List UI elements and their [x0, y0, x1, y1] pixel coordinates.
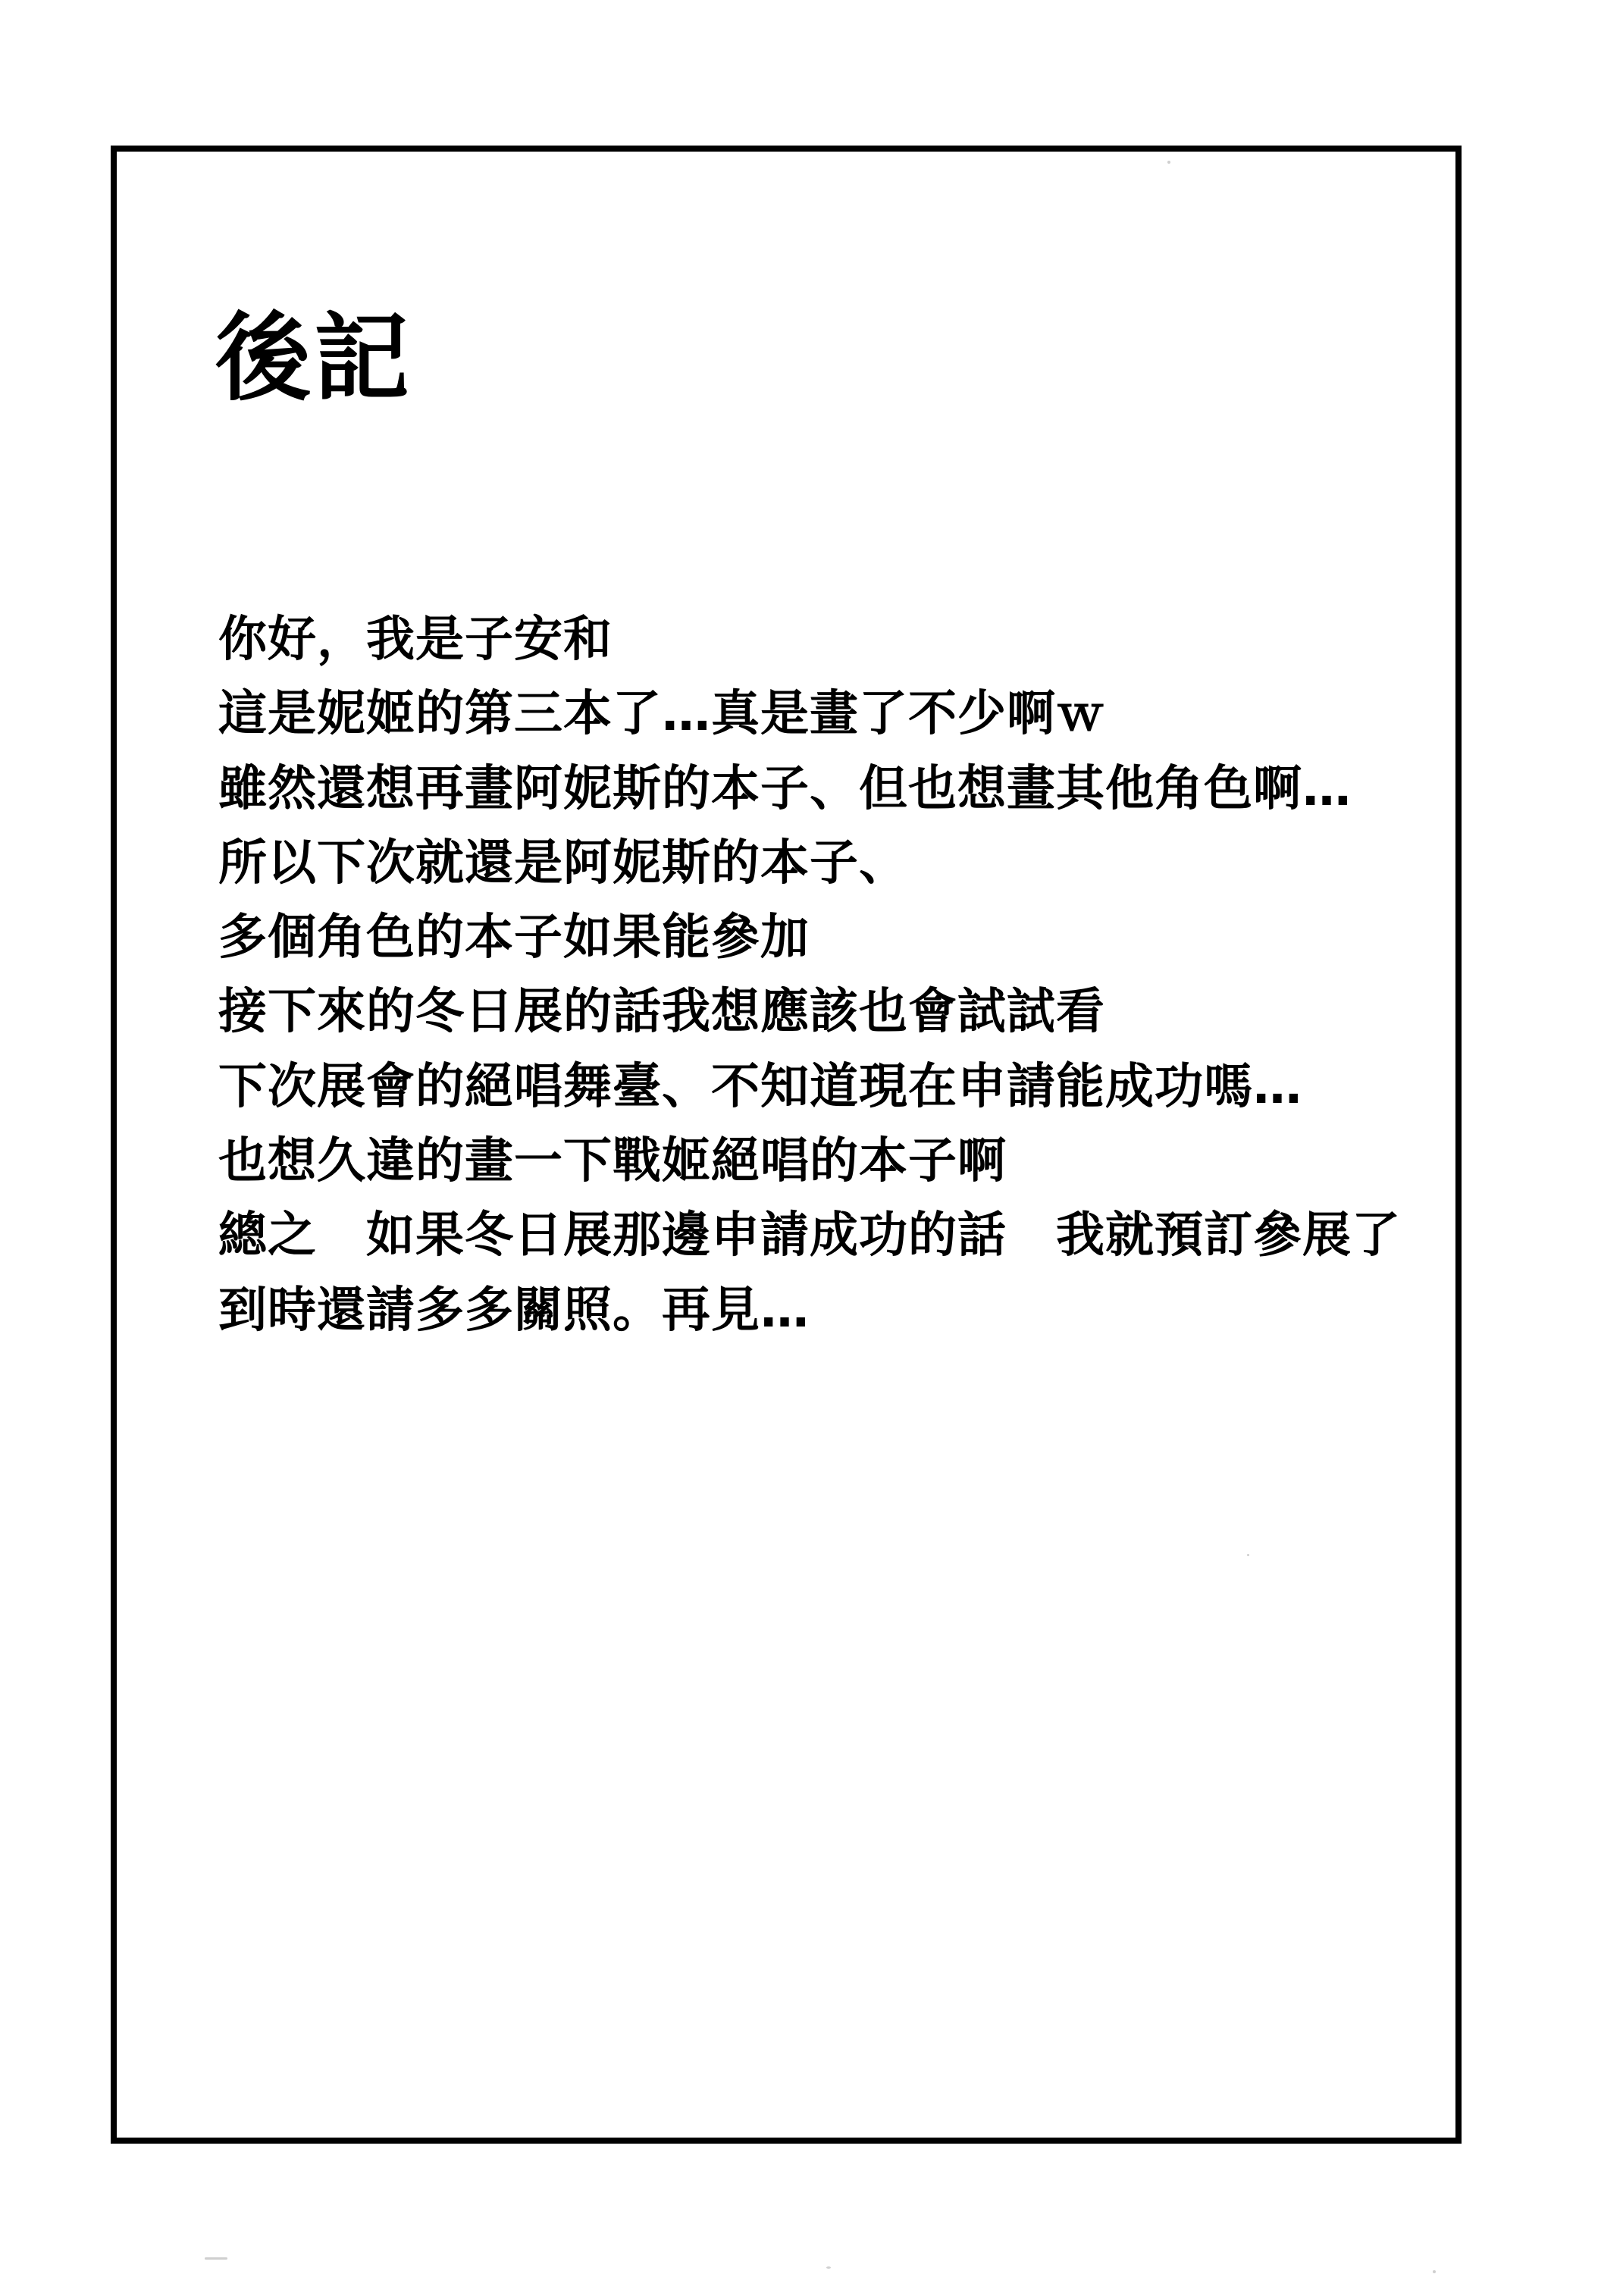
- scan-speck: [1433, 2270, 1436, 2273]
- afterword-body: [218, 603, 1401, 1348]
- scan-speck: [1167, 161, 1170, 164]
- body-line: 接下來的冬日展的話我想應該也會試試看: [218, 984, 1105, 1041]
- page-frame: [111, 146, 1462, 2144]
- body-line: 總之 如果冬日展那邊申請成功的話 我就預訂參展了: [218, 1208, 1401, 1264]
- page-title: 後記: [215, 302, 412, 414]
- scan-speck: [826, 2266, 831, 2269]
- body-line: 到時還請多多關照。再見…: [218, 1282, 810, 1339]
- scan-speck: [1247, 1554, 1249, 1556]
- body-line: 也想久違的畫一下戰姬絕唱的本子啊: [218, 1133, 1007, 1190]
- body-line: 雖然還想再畫阿妮斯的本子、但也想畫其他角色啊…: [218, 760, 1352, 817]
- body-line: 所以下次就還是阿妮斯的本子、: [218, 835, 908, 891]
- scan-speck: [205, 2257, 227, 2260]
- body-line: 下次展會的絕唱舞臺、不知道現在申請能成功嗎…: [218, 1058, 1302, 1115]
- body-line: 你好，我是子安和: [218, 612, 613, 668]
- body-line: 這是妮姬的第三本了…真是畫了不少啊ｗ: [218, 686, 1105, 743]
- body-line: 多個角色的本子如果能參加: [218, 910, 810, 966]
